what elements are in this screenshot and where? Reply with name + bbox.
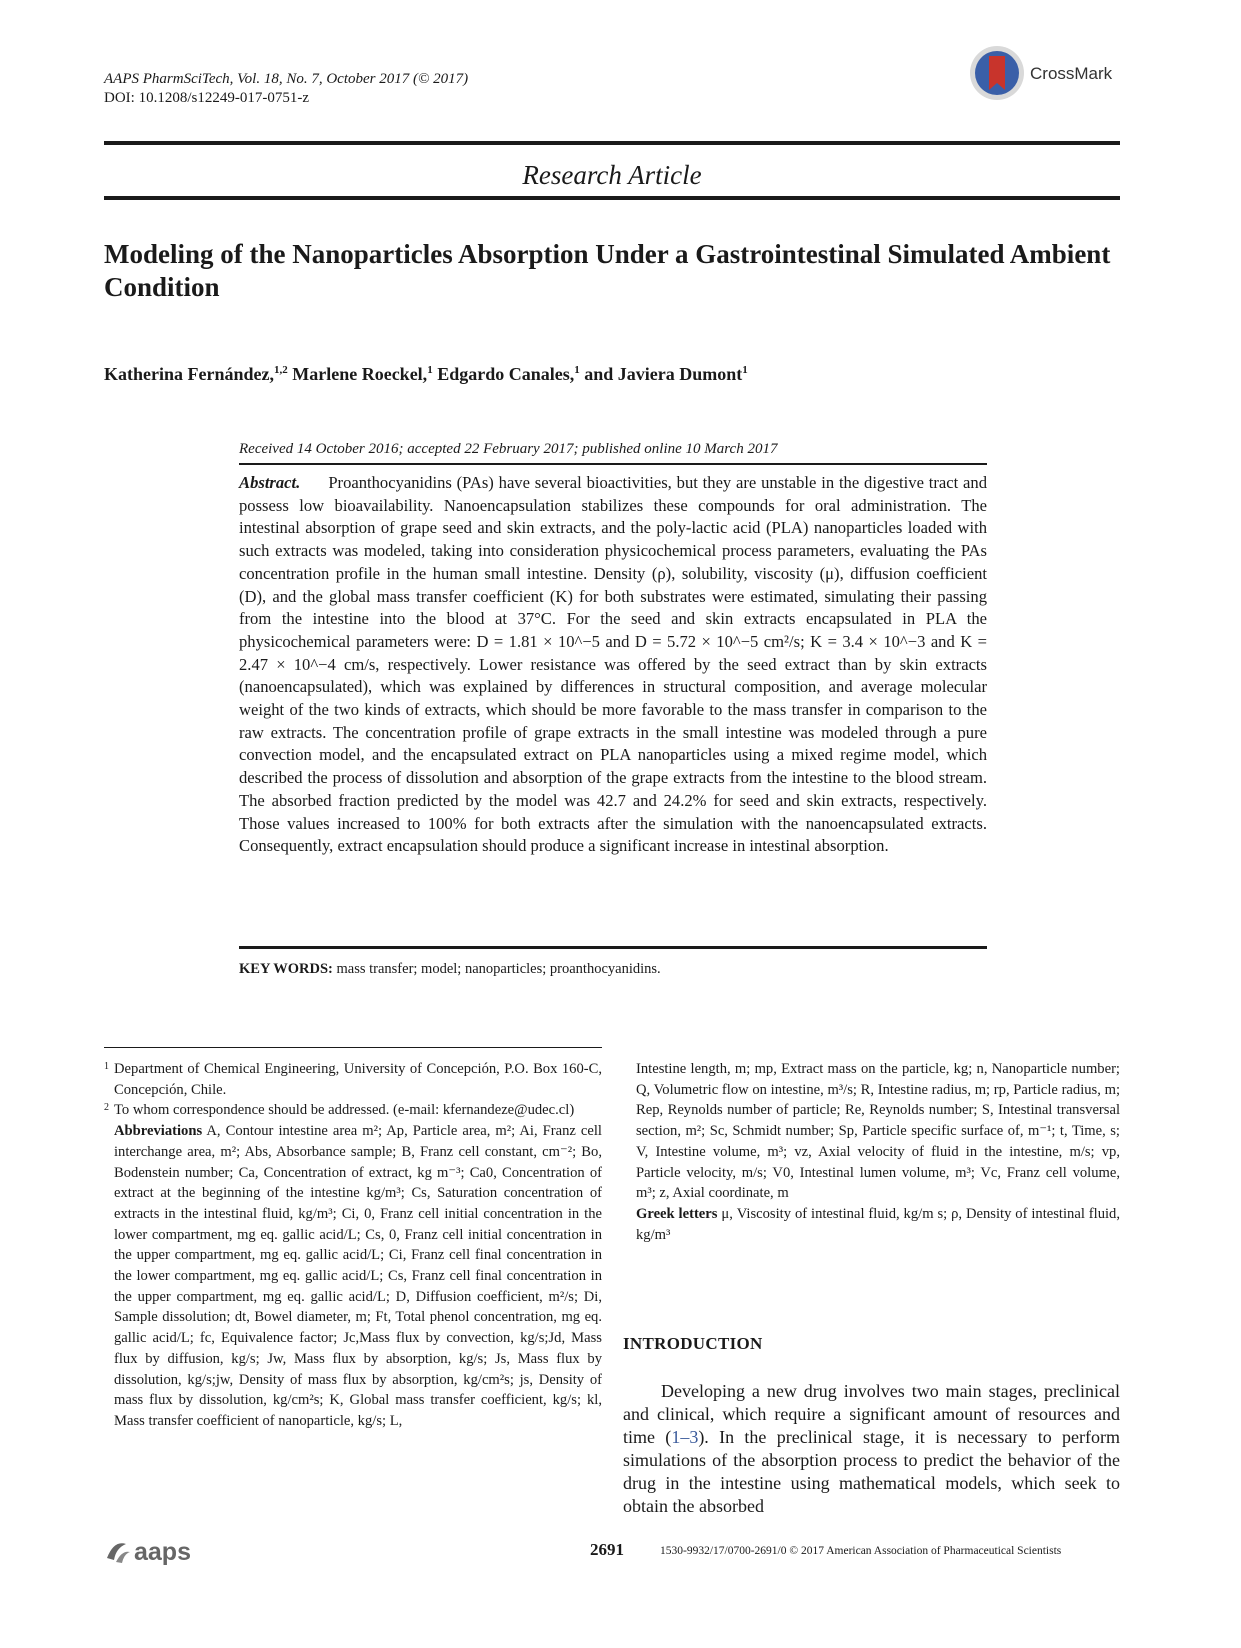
reference-link[interactable]: 1–3 xyxy=(671,1427,699,1447)
footnote-rule xyxy=(104,1047,602,1048)
crossmark-badge[interactable] xyxy=(968,44,1118,102)
abbreviations-text: A, Contour intestine area m²; Ap, Particle area, m²; Ai, Franz cell interchange area, m²; Abs, Absorbance sample; B, Franz cell constant, cm⁻²; Bo, Bodenstein number; Ca, Concentration of extract, kg m⁻³; Ca0, Concentration of extract at the beginning of the intestine kg/m³; Cs, Saturation concentration of extracts in the intestinal fluid, kg/m³; Ci, 0, Franz cell initial concentration in the lower compartment, mg eq. gallic acid/L; Cs, 0, Franz cell initial concentration in the upper compartment, mg eq. gallic acid/L; Ci, Franz cell final concentration in the lower compartment, mg eq. gallic acid/L; Cs, Franz cell final concentration in the upper compartment, mg eq. gallic acid/L; D, Diffusion coefficient, m²/s; Di, Sample dissolution; dt, Bowel diameter, m; Ft, Total phenol concentration, mg eq. gallic acid/L; fc, Equivalence factor; Jc,Mass flux by convection, kg/s;Jd, Mass flux by diffusion, kg/s; Jw, Mass flux by absorption, kg/s; Js, Mass flux by dissolution, kg/s;jw, Density of mass flux by absorption, kg/cm²s; js, Density of mass flux by dissolution, kg/cm²s; K, Global mass transfer coefficient, kg/s; kl, Mass transfer coefficient of nanoparticle, kg/s; L, xyxy=(114,1123,602,1429)
introduction-heading: INTRODUCTION xyxy=(623,1334,763,1353)
introduction-text: Developing a new drug involves two main stages, preclinical and clinical, which require a significant amount of resources and time (1–3). In the preclinical stage, it is necessary to perform simulations of the absorption process to predict the behavior of the drug in the intestine using mathematical models, which seek to obtain the absorbed xyxy=(623,1381,1120,1516)
crossmark-label: CrossMark xyxy=(1030,64,1113,83)
abstract-bottom-rule xyxy=(239,946,987,949)
greek-letters-text: μ, Viscosity of intestinal fluid, kg/m s; ρ, Density of intestinal fluid, kg/m³ xyxy=(636,1205,1120,1243)
greek-letters xyxy=(636,1204,1120,1245)
publication-dates: Received 14 October 2016; accepted 22 February 2017; published online 10 March 2017 xyxy=(239,441,778,457)
footnote: 2 To whom correspondence should be addressed. (e-mail: kfernandeze@udec.cl) xyxy=(104,1102,575,1119)
author: Marlene Roeckel,$^1$ xyxy=(292,364,433,384)
section-label: Research Article xyxy=(522,160,702,190)
author: Katherina Fernández,$^{1,2}$ xyxy=(104,364,288,384)
abstract-text: Proanthocyanidins (PAs) have several bioactivities, but they are unstable in the digestive tract and possess low bioavailability. Nanoencapsulation stabilizes these compounds for oral administration. The intestinal absorption of grape seed and skin extracts, and the poly-lactic acid (PLA) nanoparticles loaded with such extracts was modeled, taking into consideration physicochemical process parameters, evaluating the PAs concentration profile in the human small intestine. Density (ρ), solubility, viscosity (μ), diffusion coefficient (D), and the global mass transfer coefficient (K) for both substrates were estimated, simulating their passing from the intestine into the blood at 37°C. For the seed and skin extracts encapsulated in PLA the physicochemical parameters were: D = 1.81 × 10^−5 and D = 5.72 × 10^−5 cm²/s; K = 3.4 × 10^−3 and K = 2.47 × 10^−4 cm/s, respectively. Lower resistance was offered by the seed extract than by skin extracts (nanoencapsulated), which was explained by differences in structural composition, and average molecular weight of the two kinds of extracts, which should be more favorable to the mass transfer in comparison to the raw extracts. The concentration profile of grape extracts in the small intestine was modeled through a pure convection model, and the encapsulated extract on PLA nanoparticles using a mixed regime model, which described the process of dissolution and absorption of the grape extracts from the intestine to the blood stream. The absorbed fraction predicted by the model was 42.7 and 24.2% for seed and skin extracts, respectively. Those values increased to 100% for both extracts after the simulation with the nanoencapsulated extracts. Consequently, extract encapsulation should produce a significant increase in intestinal absorption. xyxy=(239,473,987,856)
left-column xyxy=(104,1059,602,1432)
author: Edgardo Canales,$^1$ xyxy=(437,364,580,384)
doi[interactable]: DOI: 10.1208/s12249-017-0751-z xyxy=(104,90,309,106)
journal-header xyxy=(104,70,468,108)
greek-letters-label: Greek letters xyxy=(636,1205,718,1222)
author-list xyxy=(104,364,748,385)
page-number: 2691 xyxy=(590,1540,624,1559)
keywords-label: KEY WORDS: xyxy=(239,961,333,977)
author: and Javiera Dumont$^1$ xyxy=(584,364,748,384)
abstract-top-rule xyxy=(239,463,987,465)
keywords-text: mass transfer; model; nanoparticles; proanthocyanidins. xyxy=(336,961,661,977)
article-title: Modeling of the Nanoparticles Absorption Under a Gastrointestinal Simulated Ambient Condition xyxy=(104,239,1111,302)
copyright-line: 1530-9932/17/0700-2691/0 © 2017 American Association of Pharmaceutical Scientists xyxy=(660,1545,1062,1557)
abbreviations-label: Abbreviations xyxy=(114,1123,203,1140)
abbreviations xyxy=(104,1121,602,1432)
crossmark-icon xyxy=(968,44,1026,102)
top-rule xyxy=(104,141,1120,145)
journal-citation: AAPS PharmSciTech, Vol. 18, No. 7, October 2017 (© 2017) xyxy=(104,71,469,87)
footnote: 1 Department of Chemical Engineering, University of Concepción, P.O. Box 160-C, Concepción, Chile. xyxy=(104,1061,602,1098)
abbreviations-continued: Intestine length, m; mp, Extract mass on the particle, kg; n, Nanoparticle number; Q, Volumetric flow on intestine, m³/s; R, Intestine radius, m; rp, Particle radius, m; Rep, Reynolds number of particle; Re, Reynolds number; S, Intestinal transversal section, m²; Sc, Schmidt number; Sp, Particle specific surface of, m⁻¹; t, Time, s; V, Intestine volume, m³; vz, Axial velocity of fluid in the intestine, m/s; vp, Particle velocity, m/s; V0, Intestinal lumen volume, m³; Vc, Franz cell volume, m³; z, Axial coordinate, m xyxy=(636,1061,1120,1202)
keywords xyxy=(239,961,661,978)
right-column xyxy=(636,1059,1120,1245)
aaps-logo-mark xyxy=(104,1536,214,1566)
abstract xyxy=(239,472,987,858)
section-rule xyxy=(104,196,1120,200)
abstract-label: Abstract. xyxy=(239,473,301,492)
aaps-logo xyxy=(104,1536,214,1566)
aaps-logo-text: aaps xyxy=(134,1538,191,1566)
